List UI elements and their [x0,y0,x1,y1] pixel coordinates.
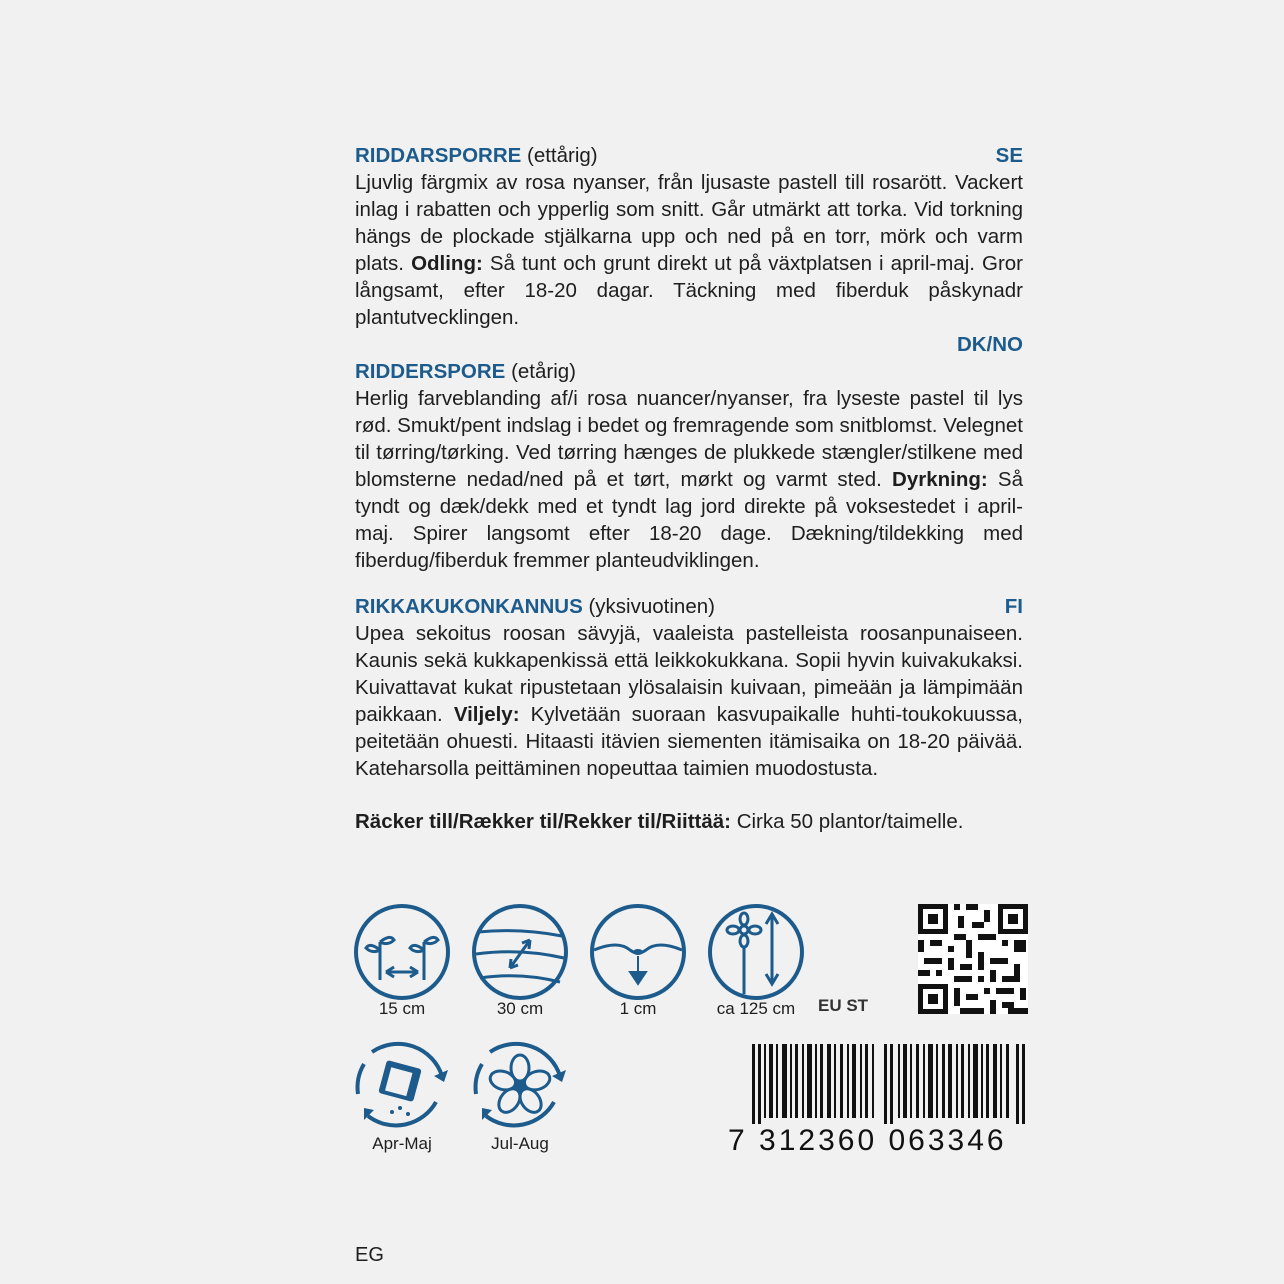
section-language-dkno [355,331,1023,358]
description-text [355,142,1023,835]
plant-height-label: ca 125 cm [716,999,796,1018]
species-name: RIDDARSPORRE [355,144,522,167]
section-header-dkno [355,358,1023,385]
section-header-fi [355,593,1023,620]
row-spacing-icon [470,902,570,1002]
species-name: RIKKAKUKONKANNUS [355,595,583,618]
language-code: FI [1004,595,1023,618]
yield-value: Cirka 50 plantor/taimelle. [736,810,964,833]
sowing-time-label: Apr-Maj [372,1134,432,1153]
barcode [752,1044,1026,1124]
eu-standard-label: EU ST [818,996,869,1015]
section-header-se [355,142,1023,169]
species-qualifier: (etårig) [511,360,576,383]
section-body-dkno: Herlig farveblanding af/i rosa nuancer/nyanser, fra lyseste pastel til lys rød. Smukt/pent indslag i bedet og fremragende som snitblomst. Velegnet til tørring/tørking. Ved tørring hænges de plukkede stængler/stilkene med blomsterne nedad/ned på et tørt, mørkt og varmt sted. Dyrkning: Så tyndt og dæk/dekk med et tyndt lag jord direkte på voksestedet i april-maj. Spirer langsomt efter 18-20 dage. Dækning/tildekking med fiberdug/fiberduk fremmer planteudviklingen. [355,387,1023,572]
yield-line [355,808,1023,835]
flowering-time-icon [470,1036,570,1136]
language-code: DK/NO [956,333,1023,356]
barcode-number: 7 312360 063346 [728,1124,1007,1157]
sowing-time-icon [352,1036,452,1136]
sowing-depth-label: 1 cm [619,999,657,1018]
species-qualifier: (yksivuotinen) [588,595,715,618]
qr-code [918,904,1028,1014]
sowing-depth-icon [588,902,688,1002]
footer-code: EG [355,1244,384,1266]
section-body-se: Ljuvlig färgmix av rosa nyanser, från ljusaste pastell till rosarött. Vackert inlag i rabatten och ypperlig som snitt. Går utmärkt att torka. Vid torkning hängs de plockade stjälkarna upp och ned på en torr, mörk och varm plats. Odling: Så tunt och grunt direkt ut på växtplatsen i april-maj. Gror långsamt, efter 18-20 dagar. Täckning med fiberduk påskynadr plantutvecklingen. [355,171,1024,329]
yield-label: Räcker till/Rækker til/Rekker til/Riittää: [355,810,731,833]
plant-spacing-label: 15 cm [378,999,426,1018]
species-qualifier: (ettårig) [527,144,598,167]
row-spacing-label: 30 cm [496,999,544,1018]
section-body-fi: Upea sekoitus roosan sävyjä, vaaleista pastelleista roosanpunaiseen. Kaunis sekä kukkapenkissä että leikkokukkana. Sopii hyvin kuivakukaksi. Kuivattavat kukat ripustetaan ylösalaisin kuivaan, pimeään ja lämpimään paikkaan. Viljely: Kylvetään suoraan kasvupaikalle huhti-toukokuussa, peitetään ohuesti. Hitaasti itävien siementen itämisaika on 18-20 päivää. Kateharsolla peittäminen nopeuttaa taimien muodostusta. [355,622,1023,780]
language-code: SE [995,144,1023,167]
plant-height-icon [706,902,806,1002]
species-name: RIDDERSPORE [355,360,506,383]
flowering-time-label: Jul-Aug [491,1134,549,1153]
plant-spacing-icon [352,902,452,1002]
